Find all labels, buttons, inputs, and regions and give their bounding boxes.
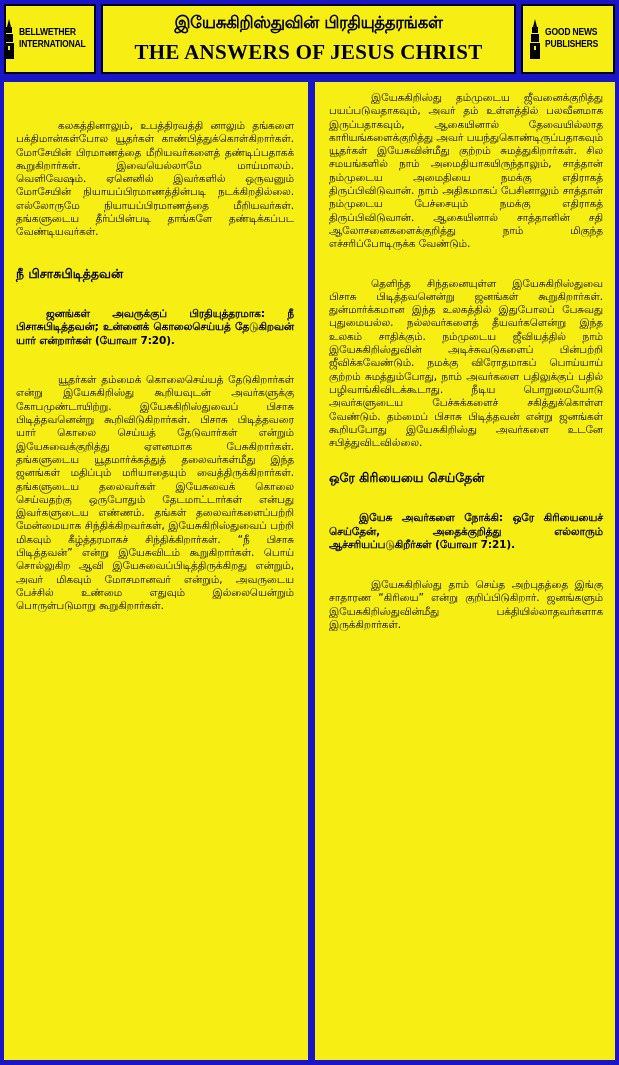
logo-line1: GOOD NEWS <box>545 27 598 38</box>
left-paragraph-2: யூதர்கள் தம்மைக் கொலைசெய்யத் தேடுகிறார்கள் என்று இயேசுகிறிஸ்து கூறியவுடன் அவர்களுக்கு கோபமுண்டாயிற்று. இயேசுகிறிஸ்துவைப் பிசாசு பிடித்தவனென்று கூறிவிடுகிறார்கள். பிசாசு பிடித்தவரை யார் கொலை செய்யத் தேடுவார்கள் என்றும் இயேசுவைக்குறித்து ஏளனமாக பேசுகிறார்கள். தங்களுடைய யூதமார்க்கத்துத் தலைவர்கள்மீது இந்த ஜனங்கள் மதிப்பும் மரியாதையும் வைத்திருக்கிறார்கள். தங்களுடைய தலைவர்கள் இயேசுவைக் கொலை செய்வதற்கு ஒருபோதும் தேடமாட்டார்கள் என்பது இவர்களுடைய எண்ணம். தங்கள் தலைவர்களைப்பற்றி மேன்மையாக சிந்திக்கிறவர்கள், இயேசுகிறிஸ்துவைப் பற்றி மிகவும் கீழ்த்தரமாகச் சிந்திக்கிறார்கள். “நீ பிசாசு பிடித்தவன்” என்று இயேசுவிடம் கூறுகிறார்கள். பொய் சொல்லுகிற ஆவி இயேசுவைப்பிடித்திருக்கிறது என்றும், அவர் மிகவும் மோசமானவர் என்றும், அவருடைய பேச்சில் உண்மை எதுவும் இல்லையென்றும் பொருள்படுமாறு கூறுகிறார்கள். <box>16 374 294 613</box>
title-banner <box>101 4 516 74</box>
bellwether-logo <box>4 4 96 74</box>
scripture-quote-john-7-21: இயேசு அவர்களை நோக்கி: ஒரே கிரியையைச் செய்தேன், அதைக்குறித்து எல்லாரும் ஆச்சரியப்படுகிறீர்கள் (யோவா 7:21). <box>329 512 603 552</box>
page-title-tamil: இயேசுகிறிஸ்துவின் பிரதியுத்தரங்கள் <box>174 13 443 32</box>
page-title-english: THE ANSWERS OF JESUS CHRIST <box>134 40 483 64</box>
scripture-quote-john-7-20: ஜனங்கள் அவருக்குப் பிரதியுத்தரமாக: நீ பிசாசுபிடித்தவன்; உன்னைக் கொலைசெய்யத் தேடுகிறவன் யார் என்றார்கள் (யோவா 7:20). <box>16 307 294 347</box>
section-heading-possessed: நீ பிசாசுபிடித்தவன் <box>16 265 124 281</box>
logo-line2: INTERNATIONAL <box>19 39 86 50</box>
right-paragraph-1: இயேசுகிறிஸ்து தம்முடைய ஜீவனைக்குறித்து பயப்படுவதாகவும், அவர் தம் உள்ளத்தில் பலவீனமாக இருப்பதாகவும், ஆகையினால் தேவையில்லாத காரியங்களைக்குறித்து அவர் பயந்துகொண்டிருப்பதாகவும் யூதர்கள் இயேசுவின்மீது குற்றம் சுமத்துகிறார்கள். சில சமயங்களில் நாம் அமைதியாகயிருந்தாலும், சாத்தான் நம்முடைய அமைதியை நமக்கு எதிராகத் திருப்பிவிடுவான். நாம் அதிகமாகப் பேசினாலும் சாத்தான் நம்முடைய பேச்சையும் நமக்கு எதிராகத் திருப்பிவிடுவான். ஆகையினால் சாத்தானின் சதி ஆலோசனைகளைக்குறித்து நாம் மிகுந்த எச்சரிப்போடிருக்க வேண்டும். <box>329 92 603 251</box>
tower-icon <box>2 19 16 59</box>
right-paragraph-2: தெளிந்த சிந்தனையுள்ள இயேசுகிறிஸ்துவை பிசாசு பிடித்தவனென்று ஜனங்கள் கூறுகிறார்கள். துன்மார்க்கமான இந்த உலகத்தில் இதுபோலப் பேசுவது புதுமையல்ல. நல்லவர்களைத் தீயவர்களென்று இந்த உலகம் சாதிக்கும். நம்முடைய ஜீவியத்தில் நாம் இயேசுகிறிஸ்துவின் அடிச்சுவடுகளைப் பின்பற்றி ஜீவிக்கவேண்டும். நமக்கு விரோதமாகப் பொய்யாய் குற்றம் சுமத்தும்போது, நாம் அவர்களை பதிலுக்குப் பதில் பழிவாங்கிவிடக்கூடாது. நீடிய பொறுமையோடு அவர்களுடைய பேச்சுக்களைச் சகித்துக்கொள்ள வேண்டும். தம்மைப் பிசாசு பிடித்தவன் என்று ஜனங்கள் கூறியபோது இயேசுகிறிஸ்து அவர்களை உடனே சபித்துவிடவில்லை. <box>329 277 603 450</box>
section-heading-one-work: ஒரே கிரியையை செய்தேன் <box>329 470 485 486</box>
page-header <box>0 0 619 78</box>
right-column <box>315 82 615 1060</box>
left-paragraph-1: கலகத்தினாலும், உபத்திரவத்தி னாலும் தங்களை பக்திமான்கள்போல யூதர்கள் காண்பித்துக்கொள்கிறார்கள். மோசேயின் பிரமாணத்தை மீறியவர்களைத் தண்டிப்பதாகக் கூறுகிறார்கள். இவையெல்லாமே மாய்மாலம். வெளிவேஷம். ஏனெனில் இவர்களில் ஒருவனும் மோசேயின் நியாயப்பிரமாணத்தின்படி நடக்கிறதில்லை. எல்லோருமே நியாயப்பிரமாணத்தை மீறியவர்கள். தங்களுடைய தீர்ப்பின்படி தாங்களே தண்டிக்கப்பட வேண்டியவர்கள். <box>16 120 294 239</box>
tower-icon <box>528 19 542 59</box>
logo-line1: BELLWETHER <box>19 27 77 38</box>
left-column <box>4 82 308 1060</box>
logo-line2: PUBLISHERS <box>545 39 599 50</box>
good-news-logo <box>521 4 615 74</box>
right-paragraph-3: இயேசுகிறிஸ்து தாம் செய்த அற்புதத்தை இங்கு சாதாரண “கிரியை” என்று குறிப்பிடுகிறார். ஜனங்களும் இயேசுகிறிஸ்துவின்மீது பக்தியில்லாதவர்களாக இருக்கிறார்கள். <box>329 578 603 631</box>
